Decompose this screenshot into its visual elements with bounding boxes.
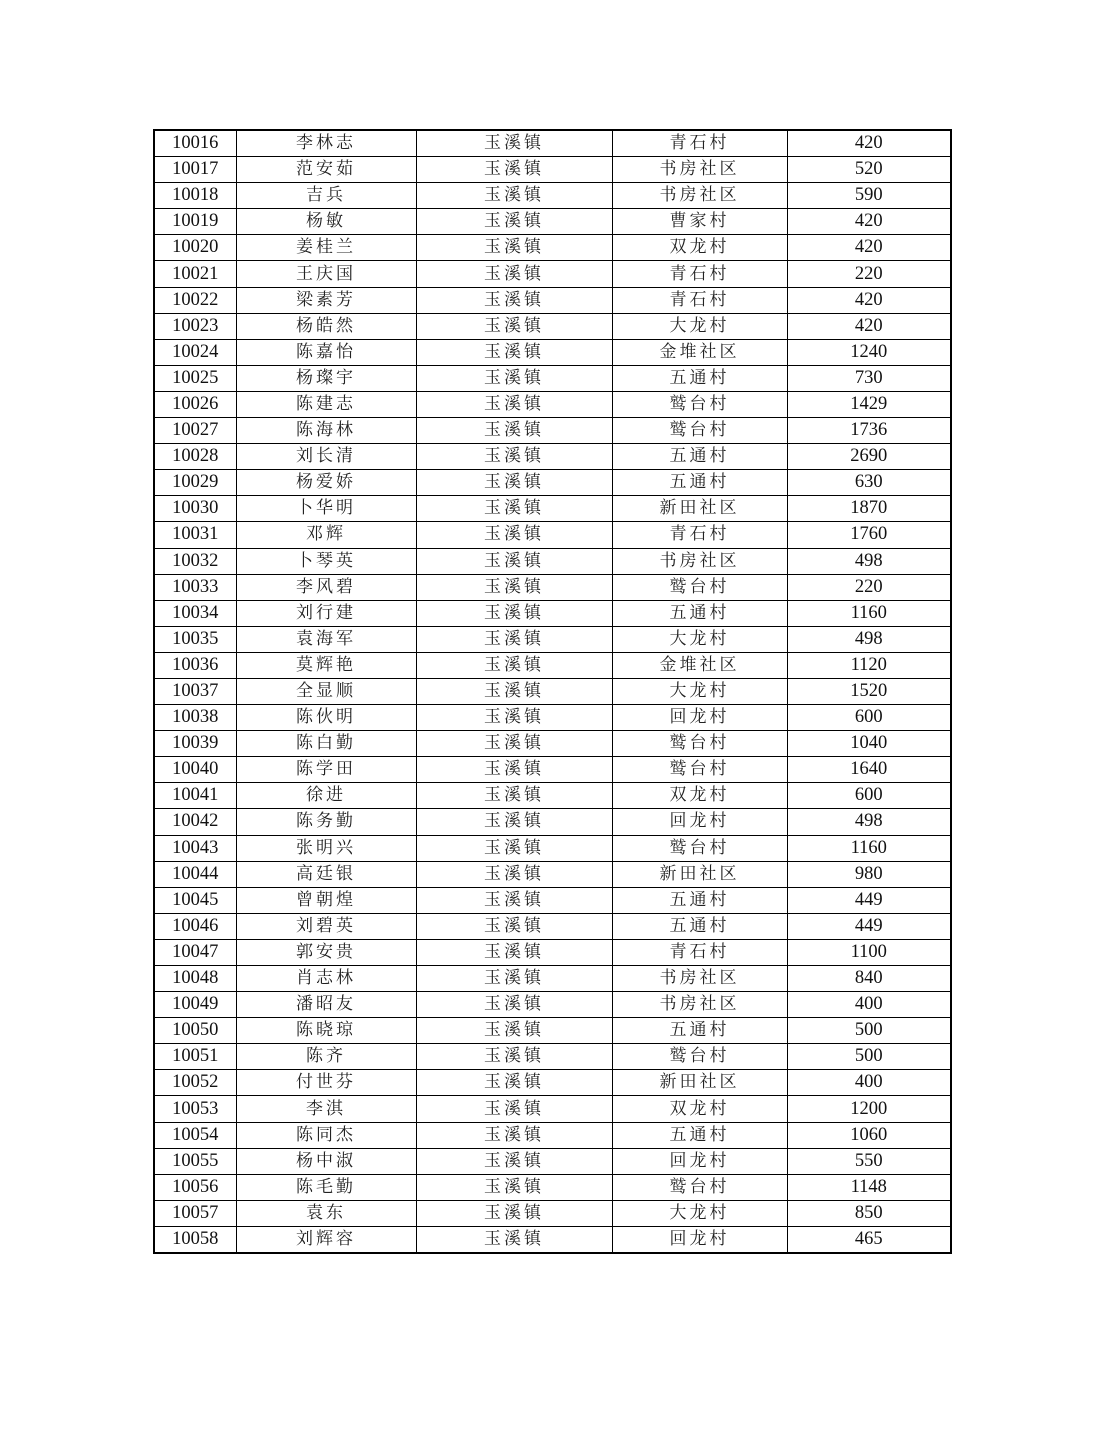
cell-village: 五通村 <box>612 470 787 496</box>
table-row <box>154 496 951 522</box>
table-row <box>154 705 951 731</box>
cell-id: 10044 <box>154 861 236 887</box>
cell-town: 玉溪镇 <box>416 261 612 287</box>
cell-village: 新田社区 <box>612 496 787 522</box>
cell-village: 鹫台村 <box>612 391 787 417</box>
cell-town: 玉溪镇 <box>416 966 612 992</box>
cell-name: 刘碧英 <box>236 913 416 939</box>
cell-town: 玉溪镇 <box>416 548 612 574</box>
cell-village: 青石村 <box>612 130 787 157</box>
table-row <box>154 209 951 235</box>
cell-name: 陈同杰 <box>236 1122 416 1148</box>
table-row <box>154 548 951 574</box>
cell-name: 刘长清 <box>236 444 416 470</box>
cell-village: 大龙村 <box>612 313 787 339</box>
cell-village: 鹫台村 <box>612 757 787 783</box>
cell-amount: 220 <box>787 574 951 600</box>
cell-id: 10049 <box>154 992 236 1018</box>
cell-name: 杨中淑 <box>236 1148 416 1174</box>
cell-amount: 498 <box>787 626 951 652</box>
cell-name: 张明兴 <box>236 835 416 861</box>
cell-amount: 500 <box>787 1018 951 1044</box>
cell-town: 玉溪镇 <box>416 391 612 417</box>
cell-id: 10057 <box>154 1200 236 1226</box>
table-row <box>154 652 951 678</box>
cell-id: 10054 <box>154 1122 236 1148</box>
cell-amount: 420 <box>787 209 951 235</box>
table-row <box>154 861 951 887</box>
cell-amount: 500 <box>787 1044 951 1070</box>
cell-id: 10036 <box>154 652 236 678</box>
cell-id: 10058 <box>154 1226 236 1253</box>
cell-village: 新田社区 <box>612 861 787 887</box>
cell-id: 10037 <box>154 678 236 704</box>
cell-name: 陈学田 <box>236 757 416 783</box>
cell-amount: 1148 <box>787 1174 951 1200</box>
cell-town: 玉溪镇 <box>416 574 612 600</box>
cell-village: 回龙村 <box>612 705 787 731</box>
cell-town: 玉溪镇 <box>416 287 612 313</box>
cell-town: 玉溪镇 <box>416 939 612 965</box>
cell-id: 10040 <box>154 757 236 783</box>
cell-village: 五通村 <box>612 444 787 470</box>
cell-town: 玉溪镇 <box>416 913 612 939</box>
cell-town: 玉溪镇 <box>416 1070 612 1096</box>
cell-name: 杨皓然 <box>236 313 416 339</box>
cell-id: 10038 <box>154 705 236 731</box>
cell-id: 10033 <box>154 574 236 600</box>
cell-id: 10026 <box>154 391 236 417</box>
table-row <box>154 600 951 626</box>
roster-table <box>153 129 952 1254</box>
cell-village: 大龙村 <box>612 626 787 652</box>
cell-id: 10050 <box>154 1018 236 1044</box>
cell-name: 杨敏 <box>236 209 416 235</box>
cell-id: 10027 <box>154 418 236 444</box>
cell-id: 10043 <box>154 835 236 861</box>
cell-village: 青石村 <box>612 522 787 548</box>
cell-name: 高廷银 <box>236 861 416 887</box>
cell-amount: 2690 <box>787 444 951 470</box>
table-row <box>154 365 951 391</box>
cell-name: 陈齐 <box>236 1044 416 1070</box>
cell-town: 玉溪镇 <box>416 992 612 1018</box>
cell-village: 双龙村 <box>612 783 787 809</box>
cell-name: 姜桂兰 <box>236 235 416 261</box>
table-row <box>154 130 951 157</box>
cell-id: 10052 <box>154 1070 236 1096</box>
table-row <box>154 444 951 470</box>
cell-village: 五通村 <box>612 600 787 626</box>
cell-name: 陈白勤 <box>236 731 416 757</box>
cell-town: 玉溪镇 <box>416 157 612 183</box>
table-row <box>154 1122 951 1148</box>
cell-village: 青石村 <box>612 261 787 287</box>
cell-id: 10024 <box>154 339 236 365</box>
table-row <box>154 1148 951 1174</box>
cell-id: 10018 <box>154 183 236 209</box>
cell-village: 鹫台村 <box>612 835 787 861</box>
cell-village: 五通村 <box>612 887 787 913</box>
cell-village: 回龙村 <box>612 1226 787 1253</box>
cell-amount: 400 <box>787 1070 951 1096</box>
cell-village: 五通村 <box>612 1122 787 1148</box>
roster-table-body <box>154 130 951 1253</box>
cell-village: 双龙村 <box>612 235 787 261</box>
table-row <box>154 731 951 757</box>
cell-amount: 840 <box>787 966 951 992</box>
cell-town: 玉溪镇 <box>416 235 612 261</box>
cell-id: 10034 <box>154 600 236 626</box>
cell-name: 梁素芳 <box>236 287 416 313</box>
cell-name: 付世芬 <box>236 1070 416 1096</box>
cell-id: 10021 <box>154 261 236 287</box>
table-row <box>154 235 951 261</box>
cell-amount: 1100 <box>787 939 951 965</box>
table-row <box>154 261 951 287</box>
cell-amount: 420 <box>787 287 951 313</box>
cell-town: 玉溪镇 <box>416 835 612 861</box>
cell-name: 陈毛勤 <box>236 1174 416 1200</box>
cell-town: 玉溪镇 <box>416 313 612 339</box>
cell-id: 10041 <box>154 783 236 809</box>
table-row <box>154 1174 951 1200</box>
cell-town: 玉溪镇 <box>416 1096 612 1122</box>
cell-amount: 1160 <box>787 835 951 861</box>
cell-town: 玉溪镇 <box>416 678 612 704</box>
cell-name: 郭安贵 <box>236 939 416 965</box>
table-row <box>154 418 951 444</box>
cell-name: 曾朝煌 <box>236 887 416 913</box>
cell-amount: 420 <box>787 235 951 261</box>
table-row <box>154 1044 951 1070</box>
cell-village: 五通村 <box>612 1018 787 1044</box>
cell-id: 10035 <box>154 626 236 652</box>
cell-amount: 420 <box>787 130 951 157</box>
cell-name: 袁东 <box>236 1200 416 1226</box>
cell-name: 邓辉 <box>236 522 416 548</box>
cell-amount: 590 <box>787 183 951 209</box>
cell-town: 玉溪镇 <box>416 1174 612 1200</box>
table-row <box>154 339 951 365</box>
cell-name: 徐进 <box>236 783 416 809</box>
table-row <box>154 966 951 992</box>
cell-id: 10023 <box>154 313 236 339</box>
cell-name: 卜琴英 <box>236 548 416 574</box>
cell-town: 玉溪镇 <box>416 522 612 548</box>
cell-village: 书房社区 <box>612 548 787 574</box>
table-row <box>154 313 951 339</box>
table-row <box>154 1200 951 1226</box>
cell-id: 10042 <box>154 809 236 835</box>
cell-amount: 520 <box>787 157 951 183</box>
cell-name: 杨璨宇 <box>236 365 416 391</box>
cell-id: 10030 <box>154 496 236 522</box>
cell-amount: 1120 <box>787 652 951 678</box>
cell-id: 10019 <box>154 209 236 235</box>
table-row <box>154 913 951 939</box>
cell-id: 10017 <box>154 157 236 183</box>
cell-amount: 449 <box>787 913 951 939</box>
table-row <box>154 1096 951 1122</box>
cell-name: 范安茹 <box>236 157 416 183</box>
cell-town: 玉溪镇 <box>416 1148 612 1174</box>
cell-amount: 1760 <box>787 522 951 548</box>
cell-amount: 420 <box>787 313 951 339</box>
cell-name: 莫辉艳 <box>236 652 416 678</box>
cell-name: 李淇 <box>236 1096 416 1122</box>
cell-town: 玉溪镇 <box>416 783 612 809</box>
cell-town: 玉溪镇 <box>416 339 612 365</box>
cell-name: 陈晓琼 <box>236 1018 416 1044</box>
cell-village: 双龙村 <box>612 1096 787 1122</box>
cell-name: 陈海林 <box>236 418 416 444</box>
table-row <box>154 757 951 783</box>
cell-amount: 980 <box>787 861 951 887</box>
cell-village: 书房社区 <box>612 992 787 1018</box>
cell-amount: 1040 <box>787 731 951 757</box>
cell-town: 玉溪镇 <box>416 861 612 887</box>
table-row <box>154 287 951 313</box>
cell-amount: 1429 <box>787 391 951 417</box>
table-row <box>154 939 951 965</box>
cell-id: 10047 <box>154 939 236 965</box>
cell-village: 金堆社区 <box>612 652 787 678</box>
cell-amount: 1240 <box>787 339 951 365</box>
table-row <box>154 783 951 809</box>
table-row <box>154 887 951 913</box>
cell-id: 10029 <box>154 470 236 496</box>
table-row <box>154 992 951 1018</box>
cell-amount: 1200 <box>787 1096 951 1122</box>
cell-amount: 600 <box>787 783 951 809</box>
cell-town: 玉溪镇 <box>416 209 612 235</box>
table-row <box>154 626 951 652</box>
cell-amount: 400 <box>787 992 951 1018</box>
cell-village: 曹家村 <box>612 209 787 235</box>
cell-village: 鹫台村 <box>612 1174 787 1200</box>
cell-village: 青石村 <box>612 939 787 965</box>
cell-id: 10031 <box>154 522 236 548</box>
cell-id: 10028 <box>154 444 236 470</box>
cell-id: 10022 <box>154 287 236 313</box>
cell-village: 五通村 <box>612 913 787 939</box>
cell-town: 玉溪镇 <box>416 1200 612 1226</box>
cell-amount: 498 <box>787 548 951 574</box>
cell-amount: 600 <box>787 705 951 731</box>
cell-id: 10048 <box>154 966 236 992</box>
cell-name: 潘昭友 <box>236 992 416 1018</box>
table-row <box>154 522 951 548</box>
cell-village: 青石村 <box>612 287 787 313</box>
table-row <box>154 809 951 835</box>
table-row <box>154 678 951 704</box>
cell-amount: 630 <box>787 470 951 496</box>
cell-id: 10055 <box>154 1148 236 1174</box>
cell-village: 五通村 <box>612 365 787 391</box>
cell-id: 10053 <box>154 1096 236 1122</box>
cell-town: 玉溪镇 <box>416 496 612 522</box>
cell-village: 鹫台村 <box>612 1044 787 1070</box>
cell-village: 鹫台村 <box>612 574 787 600</box>
cell-id: 10045 <box>154 887 236 913</box>
cell-town: 玉溪镇 <box>416 444 612 470</box>
cell-village: 回龙村 <box>612 1148 787 1174</box>
cell-amount: 850 <box>787 1200 951 1226</box>
cell-name: 陈嘉怡 <box>236 339 416 365</box>
cell-name: 杨爱娇 <box>236 470 416 496</box>
table-row <box>154 470 951 496</box>
cell-id: 10051 <box>154 1044 236 1070</box>
table-row <box>154 391 951 417</box>
cell-name: 吉兵 <box>236 183 416 209</box>
cell-name: 全显顺 <box>236 678 416 704</box>
cell-town: 玉溪镇 <box>416 418 612 444</box>
cell-id: 10039 <box>154 731 236 757</box>
cell-village: 大龙村 <box>612 1200 787 1226</box>
cell-amount: 465 <box>787 1226 951 1253</box>
cell-name: 李林志 <box>236 130 416 157</box>
cell-id: 10020 <box>154 235 236 261</box>
cell-town: 玉溪镇 <box>416 757 612 783</box>
cell-village: 新田社区 <box>612 1070 787 1096</box>
cell-village: 书房社区 <box>612 157 787 183</box>
cell-name: 陈伙明 <box>236 705 416 731</box>
cell-town: 玉溪镇 <box>416 1018 612 1044</box>
table-row <box>154 1226 951 1253</box>
cell-amount: 730 <box>787 365 951 391</box>
cell-name: 卜华明 <box>236 496 416 522</box>
cell-amount: 1870 <box>787 496 951 522</box>
cell-town: 玉溪镇 <box>416 470 612 496</box>
cell-village: 大龙村 <box>612 678 787 704</box>
cell-town: 玉溪镇 <box>416 887 612 913</box>
cell-amount: 1060 <box>787 1122 951 1148</box>
cell-town: 玉溪镇 <box>416 652 612 678</box>
cell-town: 玉溪镇 <box>416 183 612 209</box>
table-row <box>154 1070 951 1096</box>
cell-town: 玉溪镇 <box>416 731 612 757</box>
cell-village: 鹫台村 <box>612 731 787 757</box>
cell-amount: 1160 <box>787 600 951 626</box>
cell-town: 玉溪镇 <box>416 365 612 391</box>
cell-id: 10032 <box>154 548 236 574</box>
cell-amount: 1520 <box>787 678 951 704</box>
cell-village: 金堆社区 <box>612 339 787 365</box>
cell-town: 玉溪镇 <box>416 1044 612 1070</box>
cell-name: 肖志林 <box>236 966 416 992</box>
cell-village: 书房社区 <box>612 966 787 992</box>
cell-name: 李风碧 <box>236 574 416 600</box>
table-row <box>154 183 951 209</box>
cell-amount: 1640 <box>787 757 951 783</box>
cell-village: 回龙村 <box>612 809 787 835</box>
cell-name: 刘辉容 <box>236 1226 416 1253</box>
table-row <box>154 157 951 183</box>
cell-id: 10046 <box>154 913 236 939</box>
cell-name: 陈建志 <box>236 391 416 417</box>
cell-id: 10056 <box>154 1174 236 1200</box>
cell-amount: 550 <box>787 1148 951 1174</box>
cell-town: 玉溪镇 <box>416 1122 612 1148</box>
cell-name: 刘行建 <box>236 600 416 626</box>
table-row <box>154 835 951 861</box>
table-row <box>154 1018 951 1044</box>
cell-id: 10025 <box>154 365 236 391</box>
cell-village: 书房社区 <box>612 183 787 209</box>
cell-amount: 498 <box>787 809 951 835</box>
cell-amount: 449 <box>787 887 951 913</box>
cell-name: 陈务勤 <box>236 809 416 835</box>
cell-town: 玉溪镇 <box>416 130 612 157</box>
cell-town: 玉溪镇 <box>416 705 612 731</box>
cell-town: 玉溪镇 <box>416 809 612 835</box>
cell-amount: 1736 <box>787 418 951 444</box>
cell-amount: 220 <box>787 261 951 287</box>
cell-name: 袁海军 <box>236 626 416 652</box>
cell-town: 玉溪镇 <box>416 600 612 626</box>
cell-id: 10016 <box>154 130 236 157</box>
cell-name: 王庆国 <box>236 261 416 287</box>
cell-village: 鹫台村 <box>612 418 787 444</box>
table-row <box>154 574 951 600</box>
cell-town: 玉溪镇 <box>416 1226 612 1253</box>
cell-town: 玉溪镇 <box>416 626 612 652</box>
